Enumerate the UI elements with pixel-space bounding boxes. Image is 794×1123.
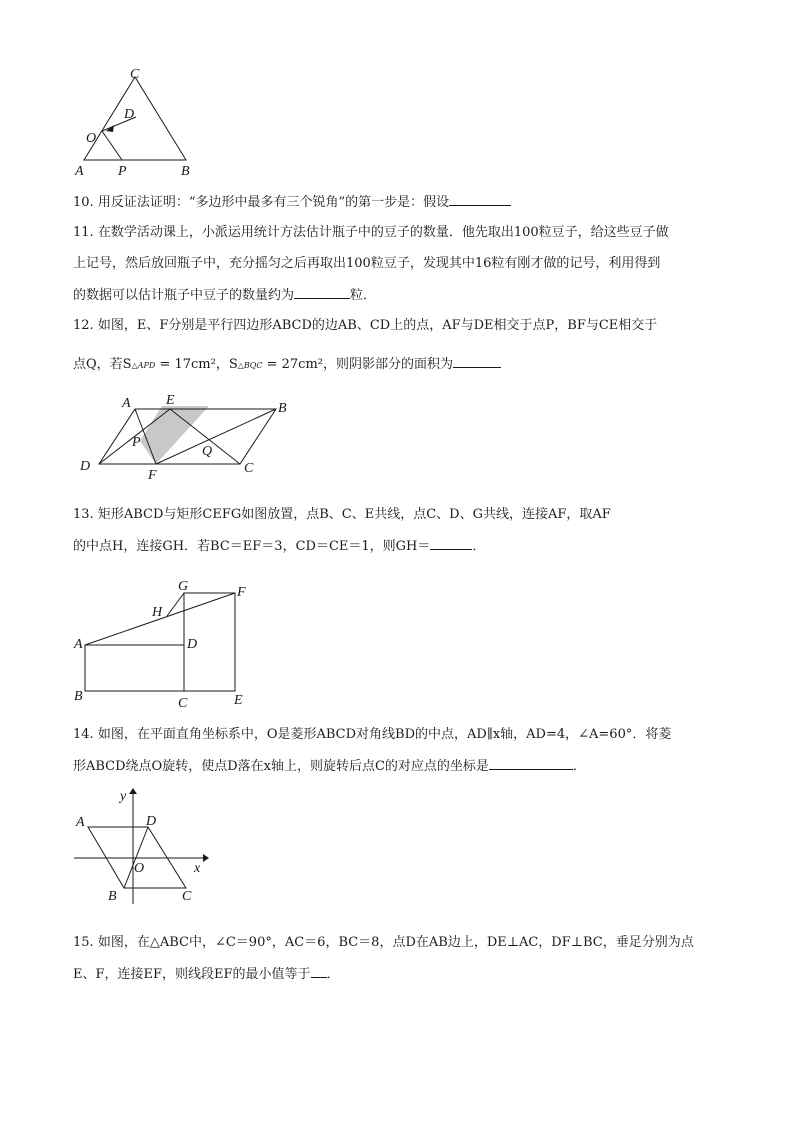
question-text: ． bbox=[572, 759, 586, 774]
label-a: A bbox=[76, 815, 85, 830]
q9-figure bbox=[70, 65, 200, 180]
label-b: B bbox=[181, 164, 190, 179]
question-text: 矩形ABCD与矩形CEFG如图放置，点B、C、E共线，点C、D、G共线，连接AF，取AF bbox=[97, 507, 611, 522]
segment-op bbox=[102, 131, 122, 160]
label-b: B bbox=[108, 889, 117, 904]
answer-blank[interactable] bbox=[294, 286, 350, 299]
segment-gh bbox=[167, 593, 184, 616]
question-11-line-2 bbox=[73, 255, 660, 273]
question-text: 在数学活动课上，小派运用统计方法估计瓶子中的豆子的数量．他先取出100粒豆子，给这些豆子做 bbox=[97, 225, 669, 240]
label-b: B bbox=[278, 401, 287, 416]
label-c: C bbox=[130, 67, 140, 82]
question-text: 如图，在平面直角坐标系中，O是菱形ABCD对角线BD的中点，AD∥x轴，AD=4，∠A=60°．将菱 bbox=[97, 727, 672, 742]
label-e: E bbox=[234, 693, 243, 708]
question-number: 10. bbox=[73, 195, 94, 210]
question-text: 点Q，若S bbox=[73, 357, 132, 372]
question-number: 11. bbox=[73, 225, 94, 240]
question-14-line-2 bbox=[73, 757, 586, 776]
label-f: F bbox=[148, 468, 157, 483]
label-g: G bbox=[178, 579, 189, 594]
label-x: x bbox=[194, 861, 201, 876]
subscript: △BQC bbox=[237, 361, 263, 370]
question-12-line-2 bbox=[73, 355, 501, 375]
question-text: 的中点H，连接GH．若BC＝EF＝3，CD＝CE＝1，则GH＝ bbox=[73, 539, 431, 554]
question-11-line-1 bbox=[73, 224, 669, 242]
question-15-line-1 bbox=[73, 934, 694, 952]
question-text: ． bbox=[326, 967, 340, 982]
label-c: C bbox=[182, 889, 192, 904]
label-c: C bbox=[178, 696, 188, 711]
question-text: = 27cm²，则阴影部分的面积为 bbox=[262, 357, 453, 372]
question-text: 的数据可以估计瓶子中豆子的数量约为 bbox=[73, 288, 295, 303]
question-number: 12. bbox=[73, 318, 94, 333]
label-d: D bbox=[187, 637, 198, 652]
question-text: 上记号，然后放回瓶子中，充分摇匀之后再取出100粒豆子，发现其中16粒有刚才做的记号，利用得到 bbox=[73, 256, 661, 271]
label-y: y bbox=[120, 789, 127, 804]
label-a: A bbox=[75, 164, 84, 179]
question-12-line-1 bbox=[73, 317, 657, 335]
label-c: C bbox=[244, 461, 254, 476]
question-text: E、F，连接EF，则线段EF的最小值等于 bbox=[73, 967, 311, 982]
question-13-line-1 bbox=[73, 506, 611, 524]
label-d: D bbox=[80, 459, 91, 474]
question-15-line-2 bbox=[73, 965, 340, 984]
label-d: D bbox=[146, 814, 157, 829]
question-text: ． bbox=[472, 539, 486, 554]
q12-figure bbox=[78, 392, 298, 484]
question-number: 13. bbox=[73, 507, 94, 522]
question-text: 如图，在△ABC中，∠C＝90°，AC＝6，BC＝8，点D在AB边上，DE⊥AC，DF⊥BC，垂足分别为点 bbox=[97, 935, 694, 950]
label-h: H bbox=[152, 605, 163, 620]
question-text: 如图，E、F分别是平行四边形ABCD的边AB、CD上的点，AF与DE相交于点P，BF与CE相交于 bbox=[97, 318, 658, 333]
y-arrow-icon bbox=[129, 788, 137, 794]
answer-blank[interactable] bbox=[453, 355, 501, 368]
question-text: = 17cm²，S bbox=[155, 357, 238, 372]
label-e: E bbox=[166, 393, 175, 408]
subscript: △APD bbox=[131, 361, 156, 370]
triangle-abc bbox=[84, 77, 186, 160]
x-arrow-icon bbox=[203, 854, 209, 862]
answer-blank[interactable] bbox=[449, 193, 511, 206]
question-text: 粒． bbox=[350, 288, 377, 303]
q14-figure bbox=[70, 786, 210, 906]
label-a: A bbox=[122, 396, 131, 411]
q13-figure bbox=[70, 576, 260, 711]
answer-blank[interactable] bbox=[311, 965, 327, 978]
question-13-line-2 bbox=[73, 537, 485, 556]
question-number: 14. bbox=[73, 727, 94, 742]
label-p: P bbox=[132, 435, 141, 450]
question-text: 形ABCD绕点O旋转，使点D落在x轴上，则旋转后点C的对应点的坐标是 bbox=[73, 759, 489, 774]
label-f: F bbox=[237, 585, 246, 600]
label-d: D bbox=[124, 107, 135, 122]
answer-blank[interactable] bbox=[489, 757, 573, 770]
question-14-line-1 bbox=[73, 726, 671, 744]
question-10 bbox=[73, 193, 511, 212]
question-text: 用反证法证明：“多边形中最多有三个锐角”的第一步是：假设 bbox=[97, 195, 450, 210]
label-p: P bbox=[118, 164, 127, 179]
label-o: O bbox=[134, 861, 145, 876]
label-o: O bbox=[86, 131, 97, 146]
label-q: Q bbox=[202, 444, 213, 459]
label-b: B bbox=[74, 689, 83, 704]
question-number: 15. bbox=[73, 935, 94, 950]
answer-blank[interactable] bbox=[430, 537, 472, 550]
rectangle-abcd bbox=[85, 645, 184, 691]
question-11-line-3 bbox=[73, 286, 376, 305]
label-a: A bbox=[74, 637, 83, 652]
